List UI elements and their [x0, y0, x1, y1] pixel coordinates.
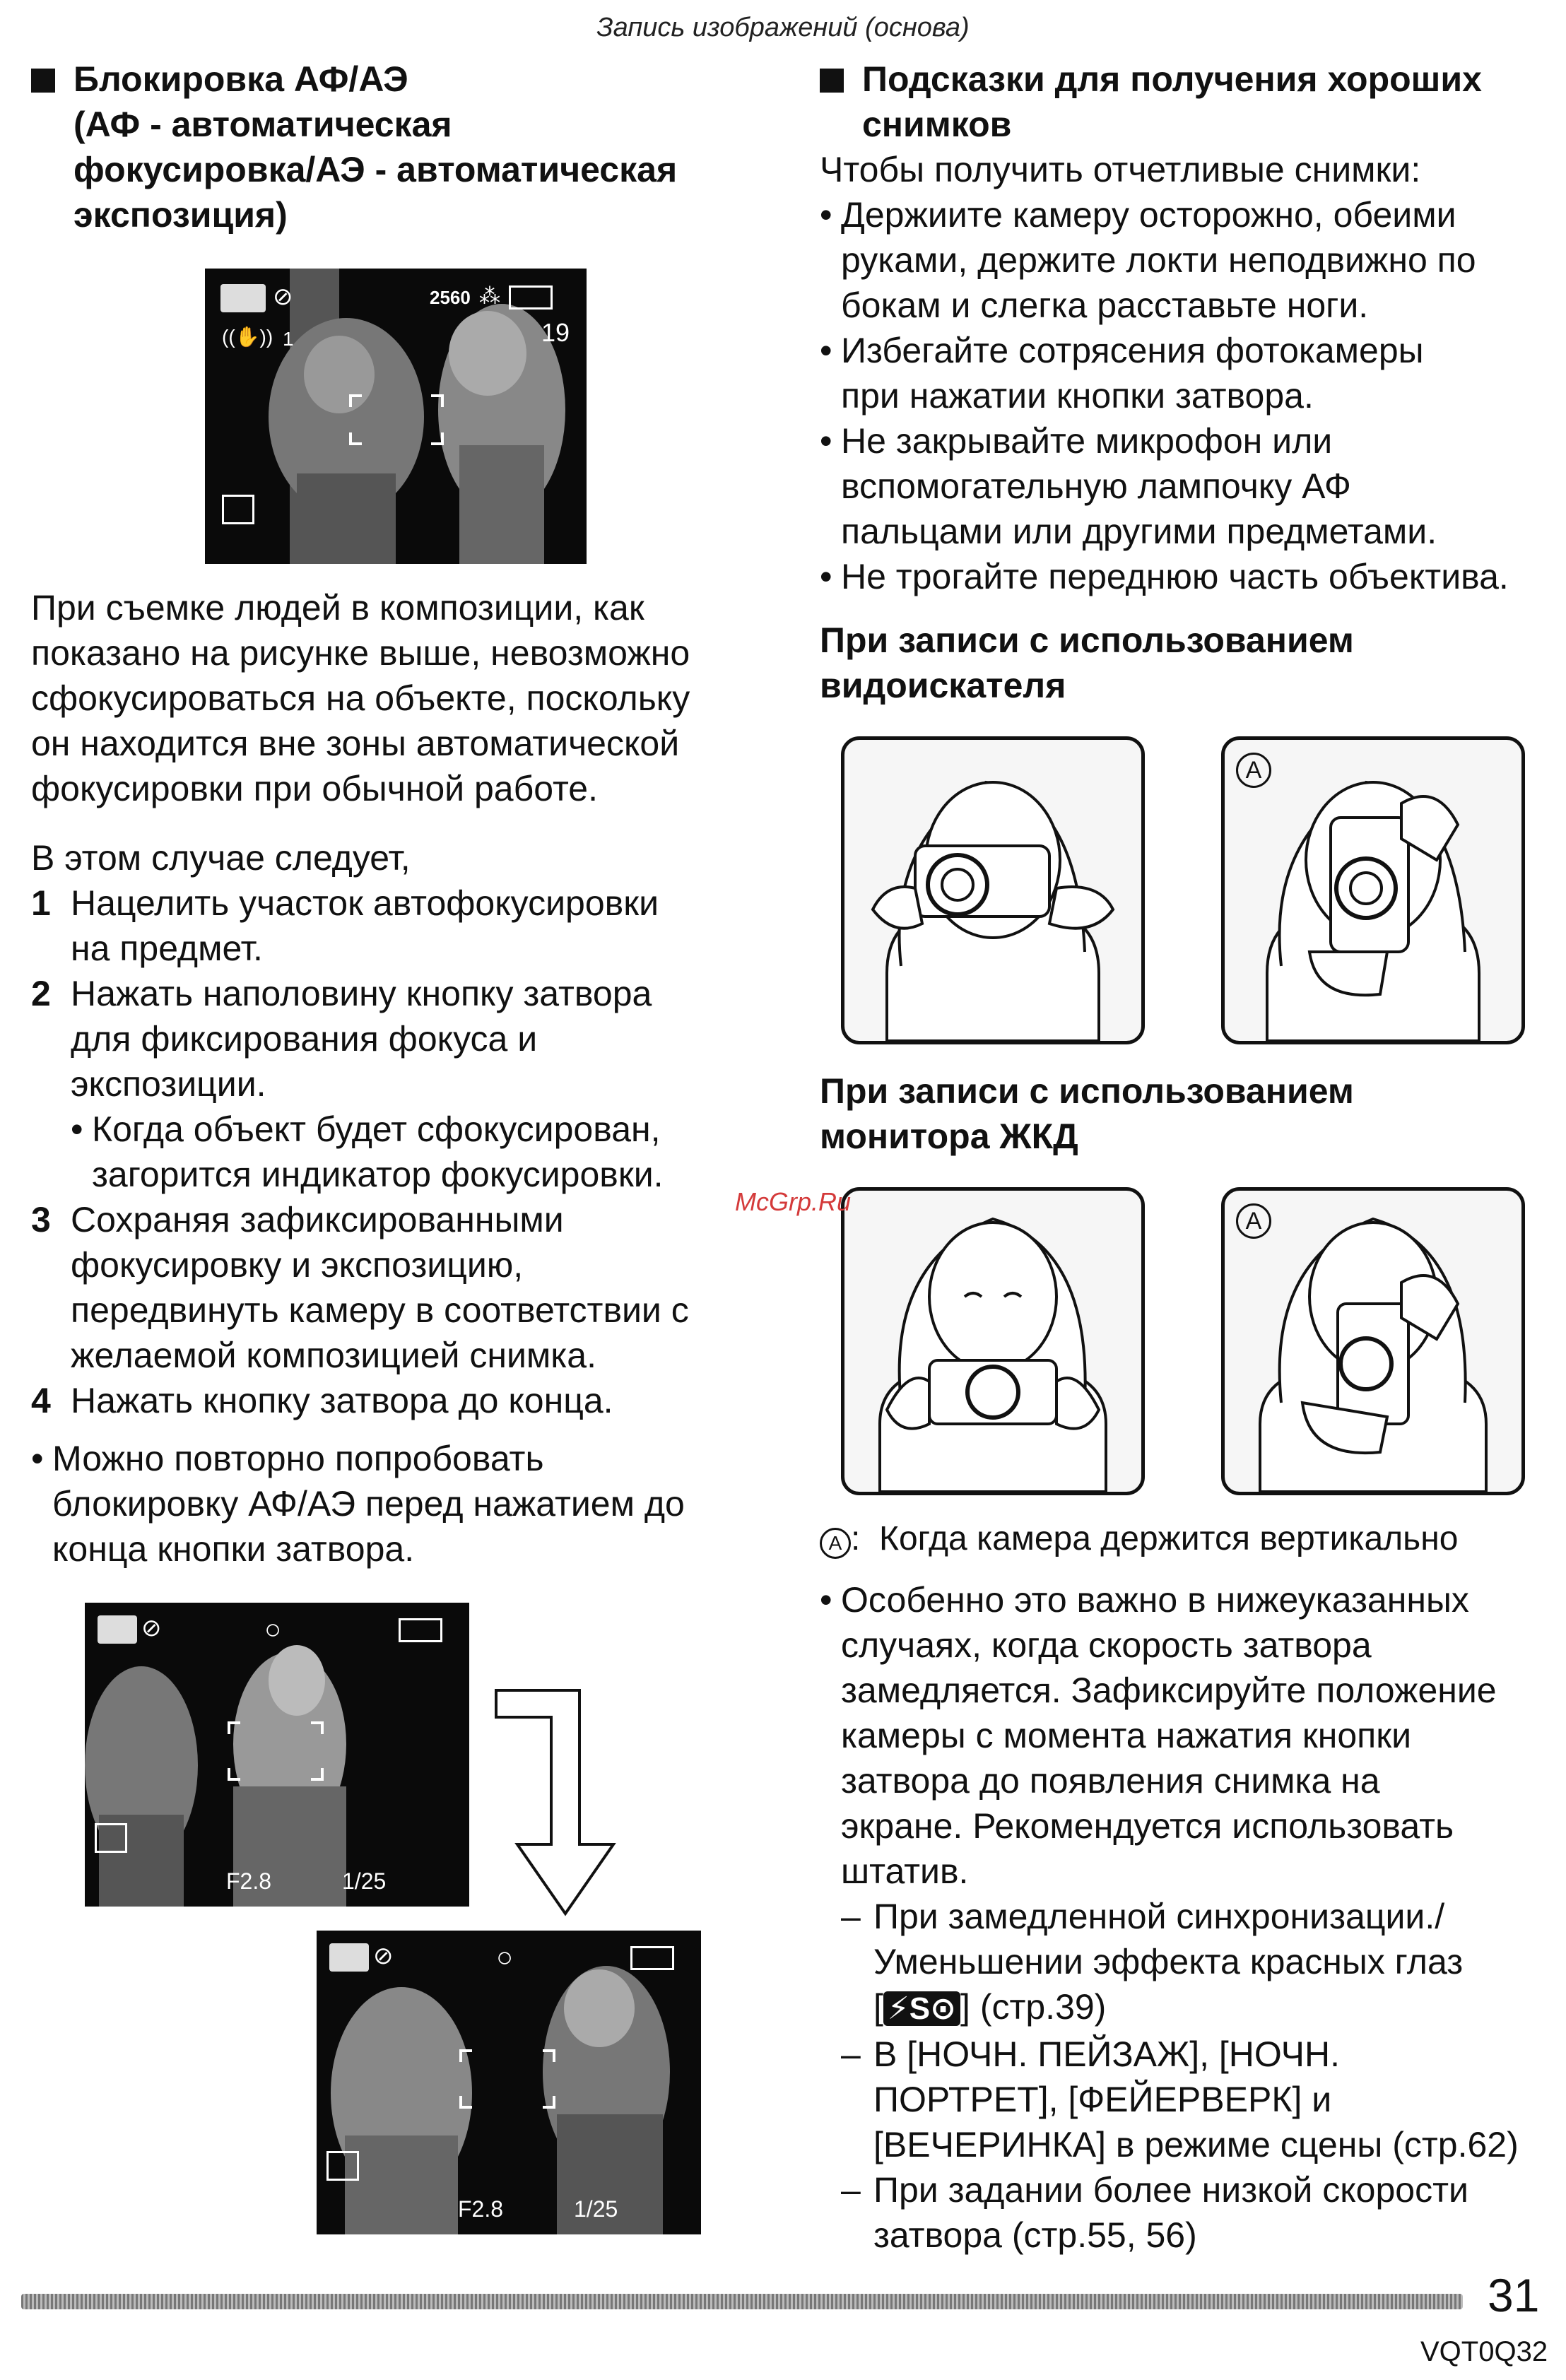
af-mode-icon: [95, 1823, 127, 1853]
quality-icon: ⁂: [479, 285, 500, 308]
vertical-caption: A : Когда камера держится вертикально: [820, 1516, 1548, 1562]
slow-shutter-note: • Особенно это важно в нижеуказанных случаях, когда скорость затвора замедляется. Зафиксируйте положение камеры с момента нажатия кнопки затвора до появления снимка на экране. Рекомендуется использовать штатив.: [820, 1580, 1497, 1891]
step-2-note: • Когда объект будет сфокусирован, загорится индикатор фокусировки.: [71, 1109, 664, 1194]
lcd-horizontal-illustration: [841, 1187, 1145, 1495]
step-1: 1 Нацелить участок автофокусировки на предмет.: [31, 883, 659, 968]
right-intro: Чтобы получить отчетливые снимки:: [820, 150, 1421, 189]
shutter-speed-value: 1/25: [342, 1868, 387, 1894]
down-arrow-icon: [495, 1689, 636, 1922]
aperture-value: F2.8: [226, 1868, 272, 1894]
slow-sync-item: – При замедленной синхронизации./ Уменьшении эффекта красных глаз [ ⚡S⊙ ] (стр.39): [841, 1897, 1464, 2027]
scene-mode-item: – В [НОЧН. ПЕЙЗАЖ], [НОЧН. ПОРТРЕТ], [ФЕЙЕРВЕРК] и [ВЕЧЕРИНКА] в режиме сцены (стр.62): [841, 2034, 1519, 2164]
left-paragraph-1: При съемке людей в композиции, как показано на рисунке выше, невозможно сфокусироваться на объекте, поскольку он находится вне зоны автоматической фокусировки при обычной работе.: [31, 588, 690, 808]
camera-screen-photo-1: [205, 269, 587, 564]
focus-indicator-icon: ○: [264, 1614, 282, 1645]
af-mode-icon: [222, 495, 254, 524]
picture-size: 2560: [430, 287, 471, 308]
step-2: 2 Нажать наполовину кнопку затвора для фиксирования фокуса и экспозиции. • Когда объект будет сфокусирован, загорится индикатор фокусировки.: [31, 971, 787, 1197]
label-a-icon: A: [820, 1528, 851, 1559]
camera-screen-photo-3: [317, 1931, 701, 2234]
viewfinder-subheading: При записи с использованием видоискателя: [820, 620, 1354, 705]
stabilizer-icon: ((✋)): [222, 326, 273, 348]
camera-screen-photo-2: [85, 1603, 469, 1907]
flash-off-icon: ⊘: [141, 1615, 162, 1642]
page-number: 31: [1488, 2269, 1540, 2321]
tip-2: • Избегайте сотрясения фотокамеры при нажатии кнопки затвора.: [820, 331, 1424, 416]
focus-indicator-icon: ○: [496, 1942, 514, 1973]
lcd-vertical-illustration: [1221, 1187, 1525, 1495]
right-heading: Подсказки для получения хороших снимков: [820, 57, 1566, 147]
document-code: VQT0Q32: [1420, 2336, 1548, 2367]
left-heading: Блокировка АФ/АЭ (АФ - автоматическая фокусировка/АЭ - автоматическая экспозиция): [31, 57, 830, 237]
viewfinder-vertical-illustration: [1221, 736, 1525, 1044]
square-bullet-icon: [31, 69, 55, 93]
af-mode-icon: [326, 2151, 359, 2181]
tip-3: • Не закрывайте микрофон или вспомогательную лампочку АФ пальцами или другими предметами.: [820, 421, 1437, 551]
tip-1: • Держиите камеру осторожно, обеими руками, держите локти неподвижно по бокам и слегка расставьте ноги.: [820, 195, 1476, 325]
lcd-subheading: При записи с использованием монитора ЖКД: [820, 1071, 1354, 1156]
left-paragraph-2: В этом случае следует,: [31, 838, 411, 878]
label-a-icon: A: [1236, 1203, 1271, 1239]
page-header: Запись изображений (основа): [596, 13, 970, 42]
af-frame-icon: [317, 1931, 701, 2234]
steps-list: [31, 880, 787, 1423]
tips-list: [820, 192, 1548, 599]
tip-4: • Не трогайте переднюю часть объектива.: [820, 557, 1509, 596]
step-4: 4 Нажать кнопку затвора до конца.: [31, 1381, 613, 1420]
low-shutter-item: – При задании более низкой скорости затвора (стр.55, 56): [841, 2170, 1468, 2255]
footer-bar: [21, 2294, 1463, 2309]
remaining-shots: 19: [541, 318, 570, 347]
label-a-icon: A: [1236, 753, 1271, 788]
flash-slow-sync-icon: ⚡S⊙: [883, 1991, 960, 2026]
flash-off-icon: ⊘: [373, 1943, 394, 1969]
square-bullet-icon: [820, 69, 844, 93]
watermark: McGrp.Ru: [735, 1187, 852, 1216]
stabilizer-mode: 1: [283, 328, 294, 350]
flash-off-icon: ⊘: [273, 283, 293, 310]
left-end-note: • Можно повторно попробовать блокировку АФ/АЭ перед нажатием до конца кнопки затвора.: [31, 1439, 685, 1569]
af-frame-icon: [85, 1603, 469, 1907]
af-frame-icon: [205, 269, 587, 564]
shutter-speed-value: 1/25: [574, 2196, 618, 2222]
right-lower-list: [820, 1577, 1548, 2258]
viewfinder-horizontal-illustration: [841, 736, 1145, 1044]
person-with-camera-illustration: [844, 740, 1141, 1041]
step-3: 3 Сохраняя зафиксированными фокусировку и экспозицию, передвинуть камеру в соответствии с желаемой композицией снимка.: [31, 1200, 689, 1375]
person-with-camera-illustration: [844, 1191, 1141, 1492]
aperture-value: F2.8: [458, 2196, 504, 2222]
